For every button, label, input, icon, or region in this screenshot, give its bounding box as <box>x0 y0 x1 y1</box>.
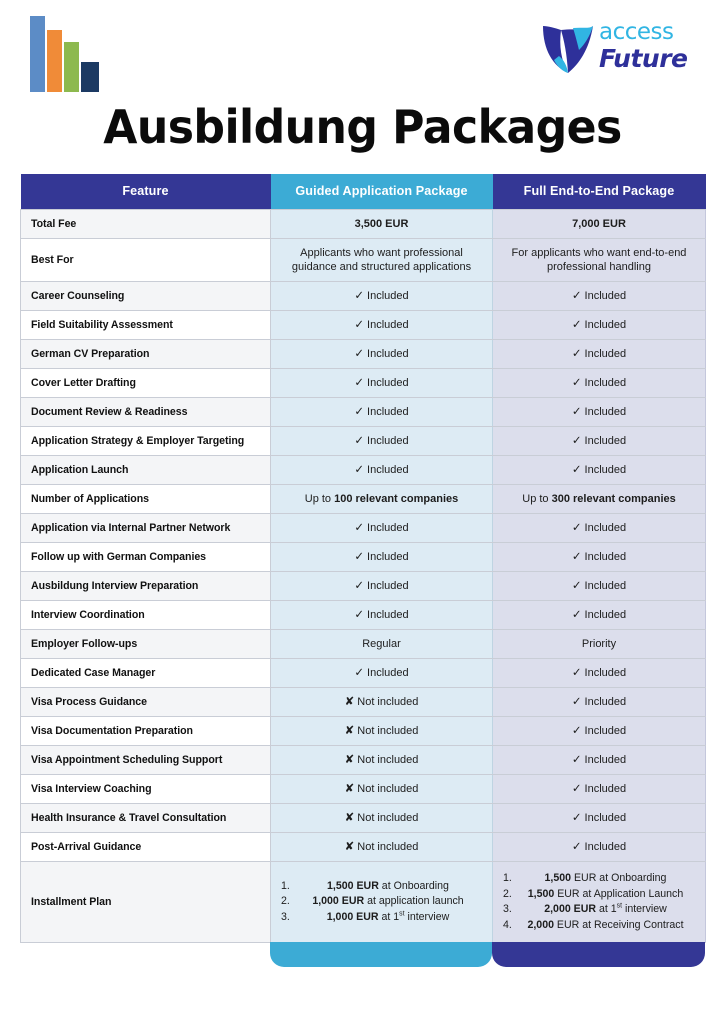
column-footer-caps <box>20 943 705 969</box>
guided-value-cell: Regular <box>271 630 493 659</box>
guided-value-cell: ✓ Included <box>271 282 493 311</box>
table-body <box>21 210 706 943</box>
table-row <box>21 210 706 239</box>
installment-text: 1,500 EUR at Onboarding <box>544 872 667 884</box>
table-row <box>21 427 706 456</box>
installment-text: 1,500 EUR at Application Launch <box>527 887 684 900</box>
full-value-cell: ✓ Included <box>493 340 706 369</box>
full-installment-cell <box>493 862 706 943</box>
table-header <box>21 174 706 210</box>
table-row <box>21 833 706 862</box>
logo-bar-blue <box>30 16 45 92</box>
table-row <box>21 340 706 369</box>
guided-value-cell: ✓ Included <box>271 340 493 369</box>
feature-cell: Installment Plan <box>21 862 271 943</box>
logo-bar-navy <box>81 62 99 92</box>
logo-bar-green <box>64 42 79 92</box>
installment-text: 1,000 EUR at 1st interview <box>326 910 450 923</box>
installment-number: 2. <box>281 895 290 908</box>
full-value-cell: Priority <box>493 630 706 659</box>
guided-value-cell: ✘ Not included <box>271 688 493 717</box>
feature-cell: Total Fee <box>21 210 271 239</box>
full-value-cell: ✓ Included <box>493 456 706 485</box>
table-row <box>21 514 706 543</box>
logo-word-access: access <box>599 19 674 45</box>
header-zone <box>0 0 725 96</box>
full-value-cell: ✓ Included <box>493 659 706 688</box>
feature-cell: Document Review & Readiness <box>21 398 271 427</box>
table-row <box>21 572 706 601</box>
feature-cell: Ausbildung Interview Preparation <box>21 572 271 601</box>
feature-cell: Best For <box>21 239 271 282</box>
full-value-cell: ✓ Included <box>493 514 706 543</box>
installment-text: 1,000 EUR at application launch <box>312 895 464 908</box>
table-row <box>21 456 706 485</box>
access-future-logo <box>537 14 703 80</box>
installment-number: 1. <box>281 879 290 892</box>
logo-word-future: Future <box>599 44 688 73</box>
full-value-cell: Up to 300 relevant companies <box>493 485 706 514</box>
logo-bar-orange <box>47 30 62 92</box>
installment-item <box>281 910 482 926</box>
installment-number: 2. <box>503 887 512 900</box>
guided-value-cell: ✓ Included <box>271 311 493 340</box>
access-future-wordmark <box>599 20 703 72</box>
table-row <box>21 398 706 427</box>
table-row <box>21 601 706 630</box>
guided-value-cell: ✓ Included <box>271 427 493 456</box>
guided-column-footer-cap <box>270 942 492 967</box>
table-row <box>21 659 706 688</box>
guided-value-cell: ✓ Included <box>271 659 493 688</box>
guided-value-cell: ✘ Not included <box>271 804 493 833</box>
packages-comparison-table <box>20 174 706 943</box>
installment-number: 1. <box>503 872 512 884</box>
column-header-feature: Feature <box>21 174 271 210</box>
feature-cell: Career Counseling <box>21 282 271 311</box>
feature-cell: Employer Follow-ups <box>21 630 271 659</box>
installment-number: 3. <box>281 910 290 923</box>
full-value-cell: ✓ Included <box>493 427 706 456</box>
full-column-footer-cap <box>492 942 705 967</box>
full-value-cell: ✓ Included <box>493 804 706 833</box>
feature-cell: Dedicated Case Manager <box>21 659 271 688</box>
guided-value-cell: Up to 100 relevant companies <box>271 485 493 514</box>
full-value-cell: 7,000 EUR <box>493 210 706 239</box>
guided-value-cell: ✓ Included <box>271 572 493 601</box>
feature-cell: Visa Appointment Scheduling Support <box>21 746 271 775</box>
installment-item <box>281 894 482 910</box>
feature-cell: German CV Preparation <box>21 340 271 369</box>
feature-cell: Number of Applications <box>21 485 271 514</box>
table-row <box>21 775 706 804</box>
guided-value-cell: ✘ Not included <box>271 717 493 746</box>
column-header-guided-application-package: Guided Application Package <box>271 174 493 210</box>
full-value-cell: ✓ Included <box>493 717 706 746</box>
table-row <box>21 804 706 833</box>
full-value-cell: ✓ Included <box>493 746 706 775</box>
full-value-cell: ✓ Included <box>493 775 706 804</box>
feature-cell: Cover Letter Drafting <box>21 369 271 398</box>
full-value-cell: ✓ Included <box>493 572 706 601</box>
installment-item <box>503 871 695 887</box>
full-value-cell: ✓ Included <box>493 688 706 717</box>
full-value-cell: For applicants who want end-to-end professional handling <box>493 239 706 282</box>
full-value-cell: ✓ Included <box>493 369 706 398</box>
bar-chart-logo <box>30 14 102 92</box>
table-row <box>21 543 706 572</box>
installment-item <box>503 902 695 918</box>
table-row <box>21 746 706 775</box>
feature-cell: Visa Process Guidance <box>21 688 271 717</box>
guided-value-cell: ✘ Not included <box>271 775 493 804</box>
table-row <box>21 311 706 340</box>
guided-value-cell: ✓ Included <box>271 543 493 572</box>
header-row <box>21 174 706 210</box>
full-value-cell: ✓ Included <box>493 601 706 630</box>
installment-item <box>281 879 482 895</box>
full-value-cell: ✓ Included <box>493 398 706 427</box>
table-row <box>21 282 706 311</box>
table-row-installment-plan <box>21 862 706 943</box>
flame-leaf-mark-icon <box>537 16 599 78</box>
installment-list <box>281 879 482 926</box>
feature-cell: Application Strategy & Employer Targeting <box>21 427 271 456</box>
column-header-full-end-to-end-package: Full End-to-End Package <box>493 174 706 210</box>
full-value-cell: ✓ Included <box>493 833 706 862</box>
installment-text: 1,500 EUR at Onboarding <box>327 879 449 892</box>
guided-value-cell: ✓ Included <box>271 456 493 485</box>
guided-value-cell: 3,500 EUR <box>271 210 493 239</box>
installment-number: 3. <box>503 903 512 915</box>
feature-cell: Health Insurance & Travel Consultation <box>21 804 271 833</box>
installment-item <box>503 887 695 903</box>
installment-item <box>503 918 695 934</box>
guided-value-cell: ✓ Included <box>271 514 493 543</box>
guided-value-cell: ✓ Included <box>271 601 493 630</box>
feature-cell: Visa Interview Coaching <box>21 775 271 804</box>
full-value-cell: ✓ Included <box>493 311 706 340</box>
page-title: Ausbildung Packages <box>103 100 622 154</box>
feature-cell: Field Suitability Assessment <box>21 311 271 340</box>
feature-cell: Application Launch <box>21 456 271 485</box>
guided-installment-cell <box>271 862 493 943</box>
guided-value-cell: ✘ Not included <box>271 833 493 862</box>
installment-text: 2,000 EUR at Receiving Contract <box>527 918 684 931</box>
feature-cell: Application via Internal Partner Network <box>21 514 271 543</box>
feature-cell: Follow up with German Companies <box>21 543 271 572</box>
guided-value-cell: ✘ Not included <box>271 746 493 775</box>
installment-list <box>503 871 695 933</box>
table-row <box>21 688 706 717</box>
installment-number: 4. <box>503 918 512 931</box>
table-row <box>21 630 706 659</box>
table-row <box>21 369 706 398</box>
installment-text: 2,000 EUR at 1st interview <box>544 902 667 915</box>
feature-cell: Interview Coordination <box>21 601 271 630</box>
guided-value-cell: ✓ Included <box>271 398 493 427</box>
full-value-cell: ✓ Included <box>493 543 706 572</box>
feature-cell: Visa Documentation Preparation <box>21 717 271 746</box>
table-row <box>21 239 706 282</box>
table-row <box>21 717 706 746</box>
guided-value-cell: ✓ Included <box>271 369 493 398</box>
guided-value-cell: Applicants who want professional guidance and structured applications <box>271 239 493 282</box>
packages-table-wrapper <box>20 174 705 943</box>
feature-cell: Post-Arrival Guidance <box>21 833 271 862</box>
full-value-cell: ✓ Included <box>493 282 706 311</box>
table-row <box>21 485 706 514</box>
